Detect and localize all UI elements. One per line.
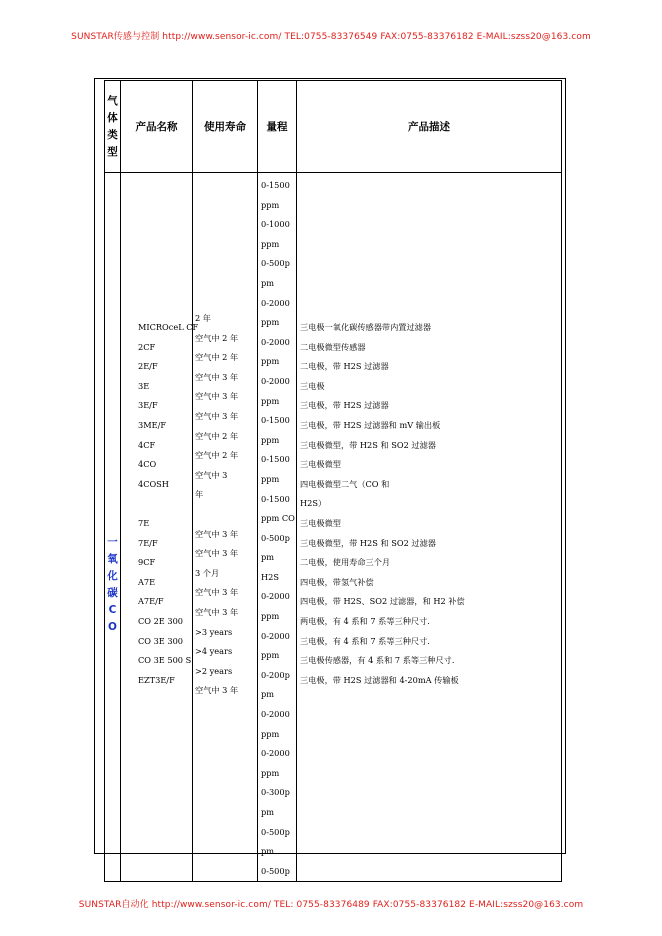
range-item: 0-2000 xyxy=(261,591,290,602)
range-item: pm xyxy=(261,277,275,288)
range-item: 0-500p xyxy=(261,532,290,543)
range-cell xyxy=(258,173,297,882)
vertical-char: 体 xyxy=(107,111,118,124)
range-item: pm xyxy=(261,846,275,857)
table-header-row xyxy=(105,81,562,173)
service-life-item: 空气中 3 年 xyxy=(195,606,239,617)
range-item: 0-300p xyxy=(261,787,290,798)
product-name-item: 9CF xyxy=(138,557,156,568)
description-item: 三电极，带 H2S 过滤器和 mV 输出板 xyxy=(300,419,441,430)
vertical-char: 气 xyxy=(107,94,118,107)
header-service-life: 使用寿命 xyxy=(193,81,258,173)
range-item: ppm xyxy=(261,317,280,328)
range-item: 0-1500 xyxy=(261,454,290,465)
range-item: 0-2000 xyxy=(261,709,290,720)
gas-type-cell xyxy=(105,173,121,882)
service-life-item: 空气中 2 年 xyxy=(195,450,239,461)
range-item: pm xyxy=(261,552,275,563)
range-item: ppm xyxy=(261,434,280,445)
service-life-item: 空气中 2 年 xyxy=(195,352,239,363)
description-item: 三电极微型，带 H2S 和 SO2 过滤器 xyxy=(300,439,436,450)
header-range: 量程 xyxy=(258,81,297,173)
description-item: 二电极，使用寿命三个月 xyxy=(300,557,391,568)
product-names-cell xyxy=(121,173,199,882)
description-cell xyxy=(297,173,562,882)
product-name-item: CO 3E 500 S xyxy=(138,655,192,666)
description-item: 四电极微型二气（CO 和 xyxy=(300,478,390,489)
service-life-item: 空气中 2 年 xyxy=(195,430,239,441)
service-life-item xyxy=(195,505,257,525)
range-item: ppm xyxy=(261,199,280,210)
description-item: 三电极微型 xyxy=(300,517,341,528)
range-item: ppm xyxy=(261,767,280,778)
vertical-char: 化 xyxy=(107,569,118,582)
range-item: 0-2000 xyxy=(261,375,290,386)
range-item: ppm CO xyxy=(261,513,295,524)
vertical-char: 碳 xyxy=(107,586,118,599)
vertical-char: C xyxy=(108,603,117,616)
description-item: 三电极微型，带 H2S 和 SO2 过滤器 xyxy=(300,537,436,548)
header-gas-type xyxy=(105,81,121,173)
range-item: 0-2000 xyxy=(261,630,290,641)
vertical-char: 型 xyxy=(107,145,118,158)
description-item: 三电极微型 xyxy=(300,459,341,470)
service-life-item: 空气中 3 年 xyxy=(195,587,239,598)
service-life-item: 空气中 3 年 xyxy=(195,410,239,421)
range-item: H2S xyxy=(261,571,279,582)
product-name-item: CO 3E 300 xyxy=(138,635,183,646)
range-item: ppm xyxy=(261,611,280,622)
service-life-item: >2 years xyxy=(195,665,233,676)
service-life-item: 空气中 3 年 xyxy=(195,685,239,696)
vertical-char: 类 xyxy=(107,128,118,141)
vertical-char: 一 xyxy=(107,535,118,548)
service-life-item: 3 个月 xyxy=(195,567,220,578)
product-name-item: 4CF xyxy=(138,439,156,450)
range-item: 0-2000 xyxy=(261,336,290,347)
product-name-item: EZT3E/F xyxy=(138,674,175,685)
service-life-cell xyxy=(193,173,258,882)
description-item: H2S） xyxy=(300,498,327,509)
page-footer-contact: SUNSTAR自动化 http://www.sensor-ic.com/ TEL: 0755-83376489 FAX:0755-83376182 E-MAIL:szss20@163.com xyxy=(78,900,584,910)
description-item: 三电极一氧化碳传感器带内置过滤器 xyxy=(300,322,432,332)
range-item: 0-1000 xyxy=(261,219,290,230)
service-life-item: 空气中 3 年 xyxy=(195,528,239,539)
service-life-item: 年 xyxy=(195,489,204,500)
description-item: 三电极，带 H2S 过滤器和 4-20mA 传输板 xyxy=(300,674,459,685)
service-life-item: 空气中 3 xyxy=(195,469,228,480)
range-item: 0-1500 xyxy=(261,493,290,504)
product-name-item: 2CF xyxy=(138,341,156,352)
range-item: 0-2000 xyxy=(261,748,290,759)
range-item: pm xyxy=(261,689,275,700)
range-item: ppm xyxy=(261,395,280,406)
product-name-item: 3E xyxy=(138,380,150,391)
vertical-char: O xyxy=(108,620,117,633)
range-item: 0-2000 xyxy=(261,297,290,308)
range-item: 0-500p xyxy=(261,865,290,876)
product-name-item: MICROceL CF xyxy=(138,322,199,332)
product-name-item: 7E xyxy=(138,517,150,528)
description-item: 四电极，带 H2S、SO2 过滤器，和 H2 补偿 xyxy=(300,596,465,607)
service-life-item: 空气中 3 年 xyxy=(195,548,239,559)
range-item: ppm xyxy=(261,650,280,661)
header-description: 产品描述 xyxy=(297,81,562,173)
range-item: 0-200p xyxy=(261,669,290,680)
range-item: ppm xyxy=(261,238,280,249)
range-item: pm xyxy=(261,807,275,817)
product-name-item xyxy=(138,494,192,514)
product-name-item: 2E/F xyxy=(138,361,158,372)
description-item: 两电极，有 4 系和 7 系等三种尺寸. xyxy=(300,615,430,626)
vertical-char: 氧 xyxy=(107,552,118,565)
product-name-item: 3ME/F xyxy=(138,419,167,430)
product-name-item: 7E/F xyxy=(138,537,158,548)
range-item: ppm xyxy=(261,473,280,484)
header-product-name: 产品名称 xyxy=(121,81,193,173)
range-item: 0-500p xyxy=(261,826,290,837)
table-row xyxy=(105,173,562,882)
page-header-contact: SUNSTAR传感与控制 http://www.sensor-ic.com/ TEL:0755-83376549 FAX:0755-83376182 E-MAIL:szss20@163.com xyxy=(71,32,591,42)
service-life-item: >4 years xyxy=(195,646,233,657)
product-name-item: CO 2E 300 xyxy=(138,615,183,626)
description-item: 三电极传感器，有 4 系和 7 系等三种尺寸. xyxy=(300,655,455,666)
description-item: 三电极 xyxy=(300,380,325,391)
description-item: 三电极，带 H2S 过滤器 xyxy=(300,400,389,411)
product-table xyxy=(104,80,562,882)
service-life-item: 空气中 3 年 xyxy=(195,371,239,382)
range-item: 0-1500 xyxy=(261,180,290,190)
product-name-item: A7E xyxy=(138,576,156,587)
product-name-item: 3E/F xyxy=(138,400,158,411)
product-name-item: A7E/F xyxy=(138,596,164,607)
description-item: 二电极微型传感器 xyxy=(300,341,366,352)
service-life-item: 空气中 2 年 xyxy=(195,332,239,343)
description-item: 三电极，有 4 系和 7 系等三种尺寸. xyxy=(300,635,430,646)
range-item: 0-1500 xyxy=(261,415,290,426)
service-life-item: 2 年 xyxy=(195,313,211,323)
range-item: ppm xyxy=(261,728,280,739)
range-item: 0-500p xyxy=(261,258,290,269)
range-item: ppm xyxy=(261,356,280,367)
product-name-item: 4COSH xyxy=(138,478,169,489)
product-name-item: 4CO xyxy=(138,459,157,470)
description-item: 二电极，带 H2S 过滤器 xyxy=(300,361,389,372)
description-item: 四电极，带氢气补偿 xyxy=(300,576,374,587)
service-life-item: >3 years xyxy=(195,626,233,637)
service-life-item: 空气中 3 年 xyxy=(195,391,239,402)
